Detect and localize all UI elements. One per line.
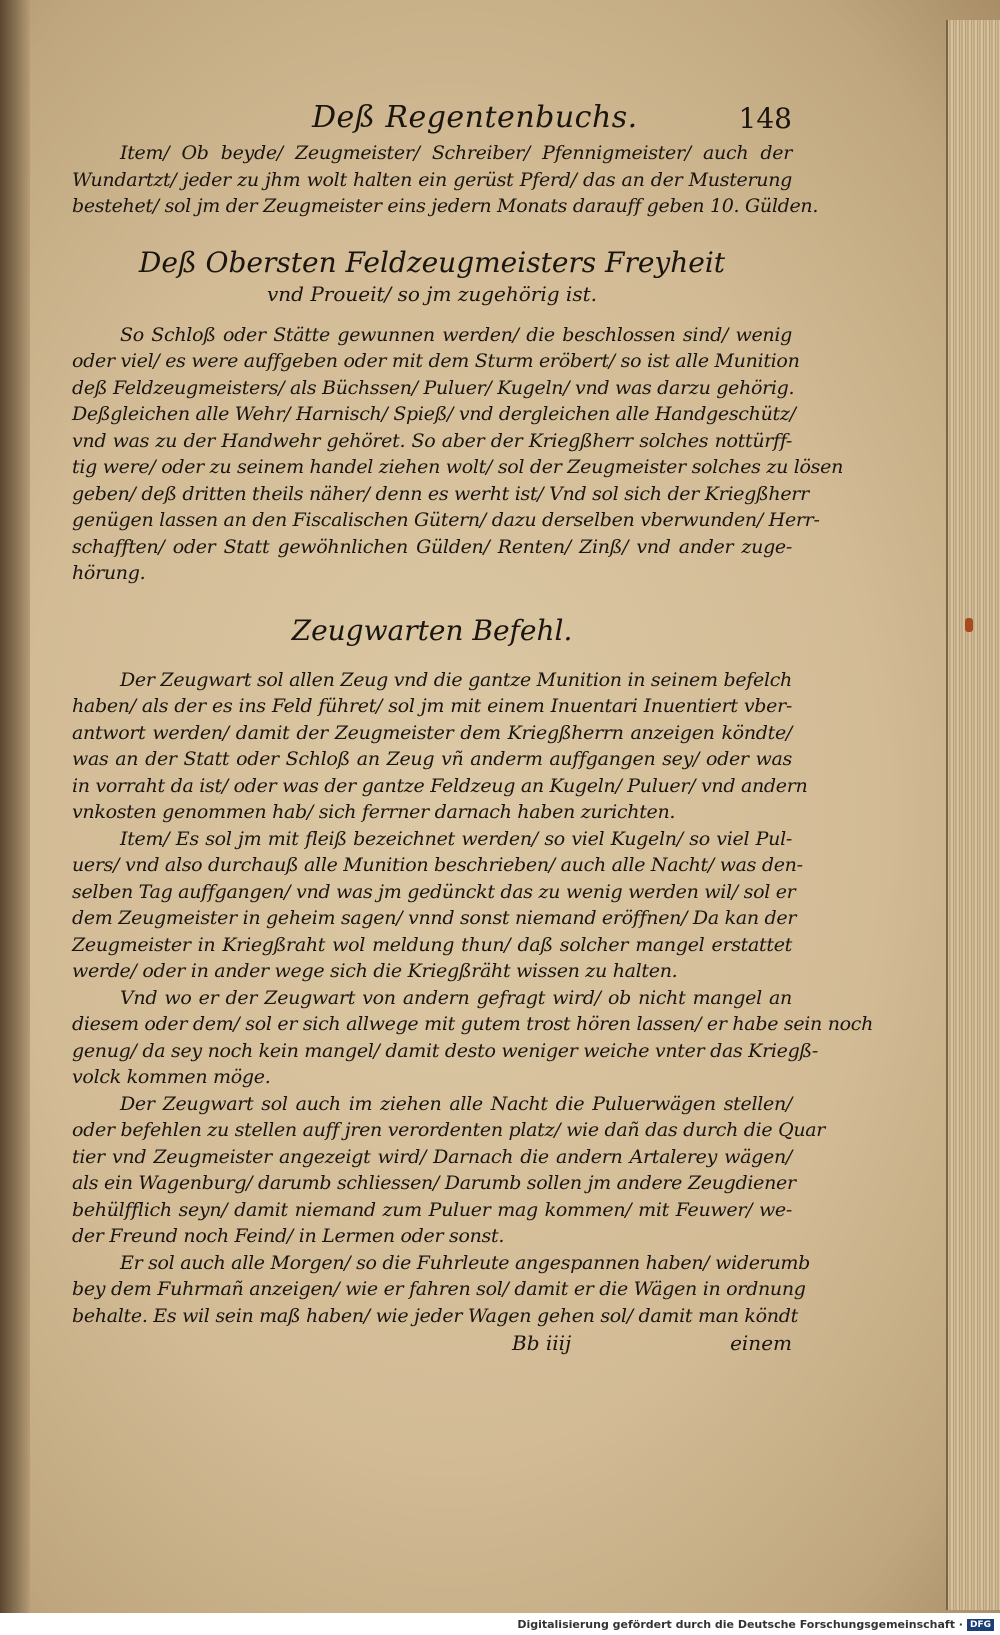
section2-paragraph bbox=[72, 826, 803, 985]
text-block bbox=[72, 100, 874, 1359]
text-line: oder befehlen zu stellen auff jren verordenten platz/ wie dañ das durch die Quar bbox=[72, 1119, 826, 1141]
text-line: in vorraht da ist/ oder was der gantze Feldzeug an Kugeln/ Puluer/ vnd andern bbox=[72, 774, 808, 797]
text-line: werde/ oder in ander wege sich die Kriegßräht wissen zu halten. bbox=[72, 960, 678, 982]
text-line: bey dem Fuhrmañ anzeigen/ wie er fahren sol/ damit er die Wägen in ordnung bbox=[72, 1278, 806, 1300]
text-line: Zeugmeister in Kriegßraht wol meldung thun/ daß solcher mangel erstattet bbox=[72, 933, 792, 956]
intro-paragraph bbox=[72, 140, 819, 220]
book-gutter bbox=[0, 0, 30, 1635]
text-line: als ein Wagenburg/ darumb schliessen/ Darumb sollen jm andere Zeugdiener bbox=[72, 1172, 796, 1194]
text-line: So Schloß oder Stätte gewunnen werden/ die beschlossen sind/ wenig bbox=[120, 323, 792, 346]
text-line: genug/ da sey noch kein mangel/ damit desto weniger weiche vnter das Kriegß- bbox=[72, 1039, 818, 1062]
running-head bbox=[72, 100, 792, 140]
dfg-logo: DFG bbox=[967, 1619, 994, 1631]
text-line: geben/ deß dritten theils näher/ denn es werht ist/ Vnd sol sich der Kriegßherr bbox=[72, 482, 809, 505]
text-line: schafften/ oder Statt gewöhnlichen Gülden/ Renten/ Zinß/ vnd ander zuge- bbox=[72, 535, 792, 558]
text-line: Deßgleichen alle Wehr/ Harnisch/ Spieß/ vnd dergleichen alle Handgeschütz/ bbox=[72, 403, 796, 425]
paper-stain bbox=[965, 618, 973, 632]
page-footer bbox=[72, 1331, 792, 1359]
credit-line bbox=[517, 1618, 994, 1631]
text-line: Item/ Es sol jm mit fleiß bezeichnet werden/ so viel Kugeln/ so viel Pul- bbox=[120, 827, 792, 850]
text-line: behülfflich seyn/ damit niemand zum Puluer mag kommen/ mit Feuwer/ we- bbox=[72, 1198, 792, 1221]
text-line: oder viel/ es were auffgeben oder mit dem Sturm eröbert/ so ist alle Munition bbox=[72, 350, 800, 372]
section2-paragraph bbox=[72, 1250, 810, 1330]
text-line: bestehet/ sol jm der Zeugmeister eins jedern Monats darauff geben 10. Gülden. bbox=[72, 195, 819, 217]
text-line: der Freund noch Feind/ in Lermen oder sonst. bbox=[72, 1225, 505, 1247]
text-line: vnd was zu der Handwehr gehöret. So aber der Kriegßherr solches nottürff- bbox=[72, 429, 792, 452]
text-line: Er sol auch alle Morgen/ so die Fuhrleute angespannen haben/ widerumb bbox=[120, 1251, 810, 1274]
text-line: uers/ vnd also durchauß alle Munition beschrieben/ auch alle Nacht/ was den- bbox=[72, 854, 803, 876]
text-line: deß Feldzeugmeisters/ als Büchssen/ Puluer/ Kugeln/ vnd was darzu gehörig. bbox=[72, 376, 795, 399]
text-line: tier vnd Zeugmeister angezeigt wird/ Darnach die andern Artalerey wägen/ bbox=[72, 1145, 792, 1168]
text-line: vnkosten genommen hab/ sich ferrner darnach haben zurichten. bbox=[72, 801, 676, 823]
section-subheading: vnd Proueit/ so jm zugehörig ist. bbox=[267, 281, 597, 306]
credit-text: Digitalisierung gefördert durch die Deutsche Forschungsgemeinschaft · bbox=[517, 1618, 963, 1631]
text-line: hörung. bbox=[72, 562, 146, 584]
text-line: Wundartzt/ jeder zu jhm wolt halten ein gerüst Pferd/ das an der Musterung bbox=[72, 168, 792, 191]
credit-bar bbox=[0, 1613, 1000, 1635]
text-line: volck kommen möge. bbox=[72, 1066, 271, 1088]
text-line: dem Zeugmeister in geheim sagen/ vnnd sonst niemand eröffnen/ Da kan der bbox=[72, 907, 797, 929]
text-line: antwort werden/ damit der Zeugmeister dem Kriegßherrn anzeigen köndte/ bbox=[72, 721, 792, 744]
text-line: Item/ Ob beyde/ Zeugmeister/ Schreiber/ Pfennigmeister/ auch der bbox=[120, 142, 792, 164]
section2-paragraph bbox=[72, 985, 874, 1091]
section2-paragraph bbox=[72, 1091, 826, 1250]
text-line: selben Tag auffgangen/ vnd was jm gedünckt das zu wenig werden wil/ sol er bbox=[72, 880, 796, 903]
catchword: einem bbox=[730, 1331, 792, 1355]
section2-paragraph bbox=[72, 667, 808, 826]
text-line: haben/ als der es ins Feld führet/ sol jm mit einem Inuentari Inuentiert vber- bbox=[72, 695, 792, 717]
section1-paragraph bbox=[72, 322, 844, 587]
text-line: Der Zeugwart sol allen Zeug vnd die gantze Munition in seinem befelch bbox=[120, 668, 792, 691]
text-line: was an der Statt oder Schloß an Zeug vñ anderm auffgangen sey/ oder was bbox=[72, 748, 792, 770]
text-line: genügen lassen an den Fiscalischen Gütern/ dazu derselben vberwunden/ Herr- bbox=[72, 509, 820, 531]
text-line: tig were/ oder zu seinem handel ziehen wolt/ sol der Zeugmeister solches zu lösen bbox=[72, 456, 844, 478]
text-line: Der Zeugwart sol auch im ziehen alle Nacht die Puluerwägen stellen/ bbox=[120, 1092, 792, 1115]
running-head-title: Deß Regentenbuchs. bbox=[312, 100, 638, 135]
section-heading: Deß Obersten Feldzeugmeisters Freyheit bbox=[138, 245, 726, 279]
text-line: Vnd wo er der Zeugwart von andern gefragt wird/ ob nicht mangel an bbox=[120, 986, 792, 1009]
signature-mark: Bb iiij bbox=[512, 1331, 572, 1355]
text-line: diesem oder dem/ sol er sich allwege mit gutem trost hören lassen/ er habe sein noch bbox=[72, 1013, 874, 1035]
text-line: behalte. Es wil sein maß haben/ wie jeder Wagen gehen sol/ damit man köndt bbox=[72, 1304, 798, 1327]
page-number: 148 bbox=[738, 102, 792, 135]
page-edges bbox=[946, 20, 1000, 1610]
section-heading: Zeugwarten Befehl. bbox=[291, 613, 573, 647]
